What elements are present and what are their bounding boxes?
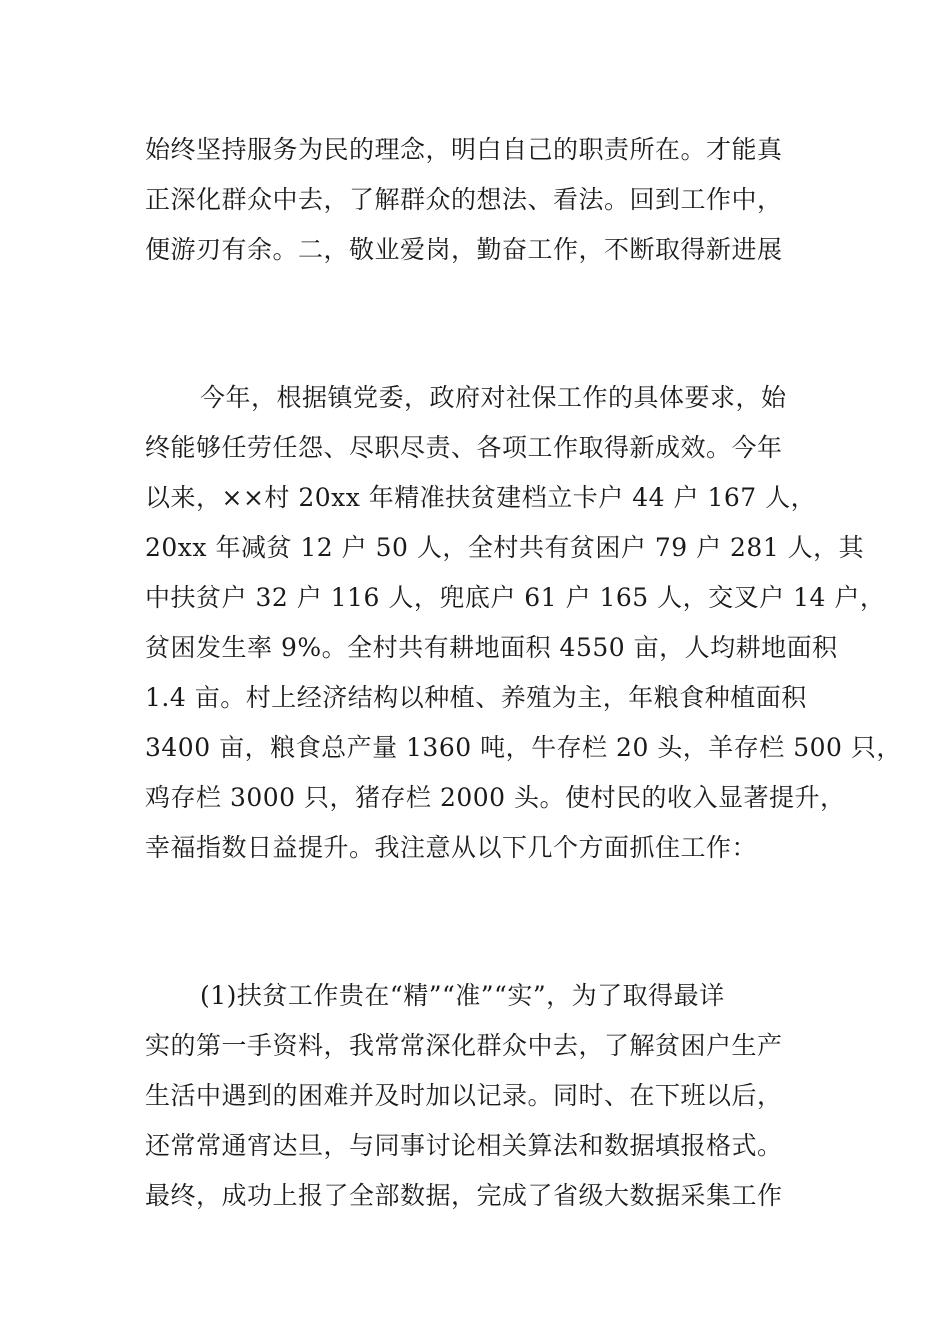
text-line: 1.4 亩。村上经济结构以种植、养殖为主，年粮食种植面积 [145, 683, 807, 712]
text-line: 中扶贫户 32 户 116 人，兜底户 61 户 165 人，交叉户 14 户， [145, 583, 886, 612]
text-line: (1)扶贫工作贵在“精”“准”“实”，为了取得最详 [200, 981, 725, 1010]
text-line: 以来，××村 20xx 年精准扶贫建档立卡户 44 户 167 人， [145, 483, 817, 512]
text-line: 最终，成功上报了全部数据，完成了省级大数据采集工作 [145, 1181, 783, 1210]
text-line: 还常常通宵达旦，与同事讨论相关算法和数据填报格式。 [145, 1131, 783, 1160]
text-line: 正深化群众中去，了解群众的想法、看法。回到工作中， [145, 185, 783, 214]
text-line: 便游刃有余。二，敬业爱岗，勤奋工作，不断取得新进展 [145, 235, 783, 264]
text-line: 始终坚持服务为民的理念，明白自己的职责所在。才能真 [145, 135, 783, 164]
text-line: 今年，根据镇党委，政府对社保工作的具体要求，始 [200, 383, 787, 412]
text-line: 20xx 年减贫 12 户 50 人，全村共有贫困户 79 户 281 人，其 [145, 533, 865, 562]
text-line: 幸福指数日益提升。我注意从以下几个方面抓住工作： [145, 833, 758, 862]
text-line: 鸡存栏 3000 只，猪存栏 2000 头。使村民的收入显著提升， [145, 783, 846, 812]
text-line: 3400 亩，粮食总产量 1360 吨，牛存栏 20 头，羊存栏 500 只， [145, 733, 902, 762]
text-line: 实的第一手资料，我常常深化群众中去，了解贫困户生产 [145, 1031, 783, 1060]
text-line: 终能够任劳任怨、尽职尽责、各项工作取得新成效。今年 [145, 433, 783, 462]
text-line: 贫困发生率 9%。全村共有耕地面积 4550 亩，人均耕地面积 [145, 633, 838, 662]
text-line: 生活中遇到的困难并及时加以记录。同时、在下班以后， [145, 1081, 783, 1110]
